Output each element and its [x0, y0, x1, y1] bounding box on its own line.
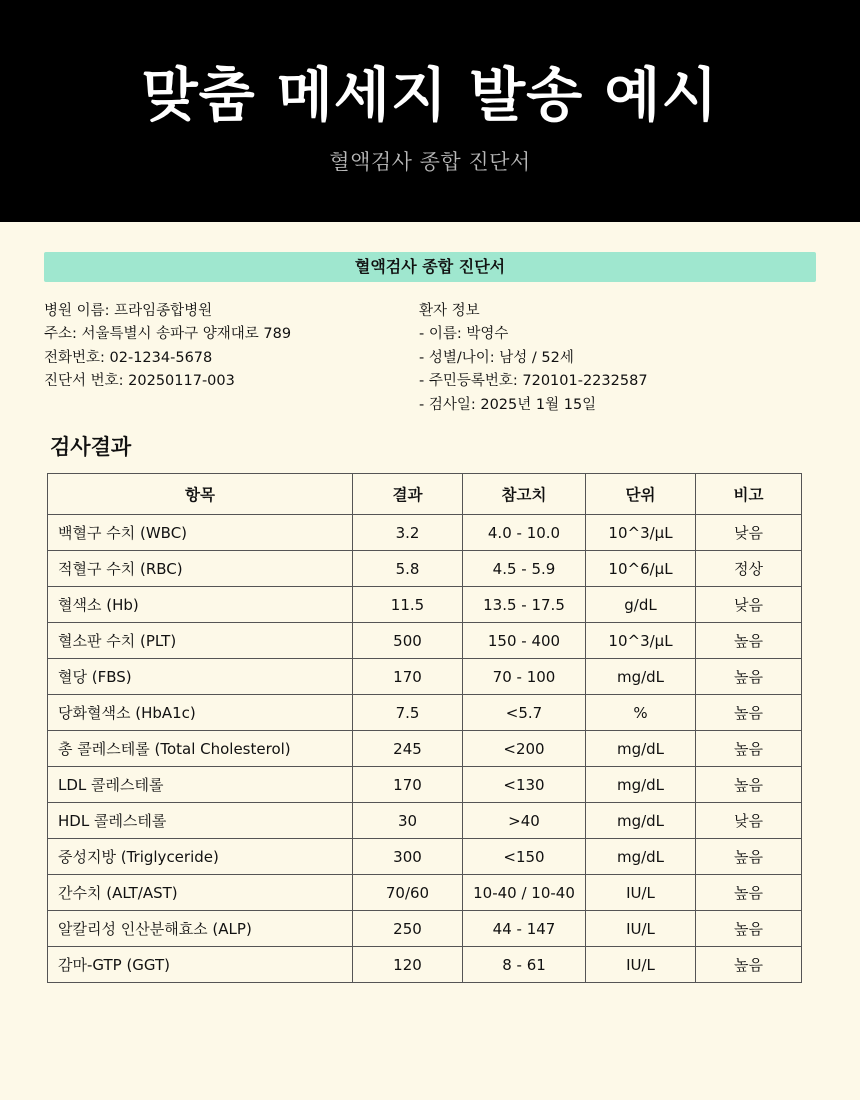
cell-result: 5.8 [353, 551, 463, 587]
column-header-note: 비고 [696, 474, 802, 515]
cell-item: 백혈구 수치 (WBC) [48, 515, 353, 551]
table-row [48, 587, 802, 623]
cell-reference: 150 - 400 [463, 623, 586, 659]
hospital-phone: 전화번호: 02-1234-5678 [44, 349, 213, 366]
hospital-name: 병원 이름: 프라임종합병원 [44, 303, 213, 319]
table-row [48, 551, 802, 587]
cell-note: 낮음 [696, 803, 802, 839]
cell-unit: mg/dL [586, 767, 696, 803]
info-row [44, 300, 816, 417]
cell-reference: <150 [463, 839, 586, 875]
patient-info [419, 300, 816, 417]
cell-result: 3.2 [353, 515, 463, 551]
column-header-result: 결과 [353, 474, 463, 515]
cell-note: 정상 [696, 551, 802, 587]
table-row [48, 767, 802, 803]
cell-note: 낮음 [696, 515, 802, 551]
cell-item: 혈색소 (Hb) [48, 587, 353, 623]
hospital-info [44, 300, 419, 417]
cell-unit: IU/L [586, 947, 696, 983]
cell-reference: <5.7 [463, 695, 586, 731]
results-table [47, 473, 802, 983]
results-table-body [48, 515, 802, 983]
column-header-item: 항목 [48, 474, 353, 515]
cell-result: 120 [353, 947, 463, 983]
table-row [48, 623, 802, 659]
cell-note: 높음 [696, 695, 802, 731]
table-row [48, 659, 802, 695]
cell-unit: IU/L [586, 875, 696, 911]
cell-result: 300 [353, 839, 463, 875]
cell-item: 중성지방 (Triglyceride) [48, 839, 353, 875]
cell-note: 높음 [696, 623, 802, 659]
patient-info-heading: 환자 정보 [419, 303, 480, 319]
table-row [48, 731, 802, 767]
cell-reference: 4.5 - 5.9 [463, 551, 586, 587]
cell-result: 30 [353, 803, 463, 839]
cell-unit: 10^3/µL [586, 515, 696, 551]
cell-note: 높음 [696, 839, 802, 875]
table-row [48, 911, 802, 947]
cell-item: 당화혈색소 (HbA1c) [48, 695, 353, 731]
cell-reference: 44 - 147 [463, 911, 586, 947]
cell-reference: 70 - 100 [463, 659, 586, 695]
table-row [48, 803, 802, 839]
cell-unit: IU/L [586, 911, 696, 947]
table-row [48, 695, 802, 731]
cell-item: LDL 콜레스테롤 [48, 767, 353, 803]
document-sheet [0, 222, 860, 1100]
cell-reference: <130 [463, 767, 586, 803]
cell-item: 혈소판 수치 (PLT) [48, 623, 353, 659]
cell-item: HDL 콜레스테롤 [48, 803, 353, 839]
patient-test-date: - 검사일: 2025년 1월 15일 [419, 396, 597, 413]
cell-unit: mg/dL [586, 839, 696, 875]
cell-result: 70/60 [353, 875, 463, 911]
cell-note: 높음 [696, 659, 802, 695]
header-band [0, 0, 860, 222]
cell-reference: >40 [463, 803, 586, 839]
cell-reference: 10-40 / 10-40 [463, 875, 586, 911]
cell-result: 245 [353, 731, 463, 767]
table-row [48, 947, 802, 983]
patient-sex-age: - 성별/나이: 남성 / 52세 [419, 349, 574, 366]
cell-item: 감마-GTP (GGT) [48, 947, 353, 983]
page-title: 맞춤 메세지 발송 예시 [141, 61, 719, 130]
cell-item: 총 콜레스테롤 (Total Cholesterol) [48, 731, 353, 767]
cell-note: 높음 [696, 875, 802, 911]
results-section-title: 검사결과 [50, 435, 132, 460]
cell-note: 높음 [696, 911, 802, 947]
cell-unit: mg/dL [586, 803, 696, 839]
cell-note: 높음 [696, 731, 802, 767]
table-header-row [48, 474, 802, 515]
column-header-reference: 참고치 [463, 474, 586, 515]
hospital-address: 주소: 서울특별시 송파구 양재대로 789 [44, 326, 292, 343]
patient-name: - 이름: 박영수 [419, 326, 509, 343]
cell-unit: g/dL [586, 587, 696, 623]
cell-result: 250 [353, 911, 463, 947]
patient-rrn: - 주민등록번호: 720101-2232587 [419, 373, 648, 390]
table-row [48, 875, 802, 911]
cell-item: 알칼리성 인산분해효소 (ALP) [48, 911, 353, 947]
cell-unit: 10^3/µL [586, 623, 696, 659]
cell-item: 혈당 (FBS) [48, 659, 353, 695]
cell-item: 적혈구 수치 (RBC) [48, 551, 353, 587]
table-row [48, 515, 802, 551]
cell-note: 높음 [696, 947, 802, 983]
cell-unit: 10^6/µL [586, 551, 696, 587]
column-header-unit: 단위 [586, 474, 696, 515]
document-number: 진단서 번호: 20250117-003 [44, 373, 235, 390]
page-subtitle: 혈액검사 종합 진단서 [329, 149, 531, 174]
cell-result: 7.5 [353, 695, 463, 731]
cell-reference: <200 [463, 731, 586, 767]
table-row [48, 839, 802, 875]
cell-result: 170 [353, 659, 463, 695]
cell-unit: mg/dL [586, 731, 696, 767]
cell-note: 낮음 [696, 587, 802, 623]
cell-result: 170 [353, 767, 463, 803]
cell-item: 간수치 (ALT/AST) [48, 875, 353, 911]
cell-reference: 13.5 - 17.5 [463, 587, 586, 623]
cell-unit: % [586, 695, 696, 731]
document-title-bar: 혈액검사 종합 진단서 [44, 252, 816, 282]
cell-result: 500 [353, 623, 463, 659]
cell-unit: mg/dL [586, 659, 696, 695]
cell-reference: 4.0 - 10.0 [463, 515, 586, 551]
cell-result: 11.5 [353, 587, 463, 623]
cell-reference: 8 - 61 [463, 947, 586, 983]
cell-note: 높음 [696, 767, 802, 803]
